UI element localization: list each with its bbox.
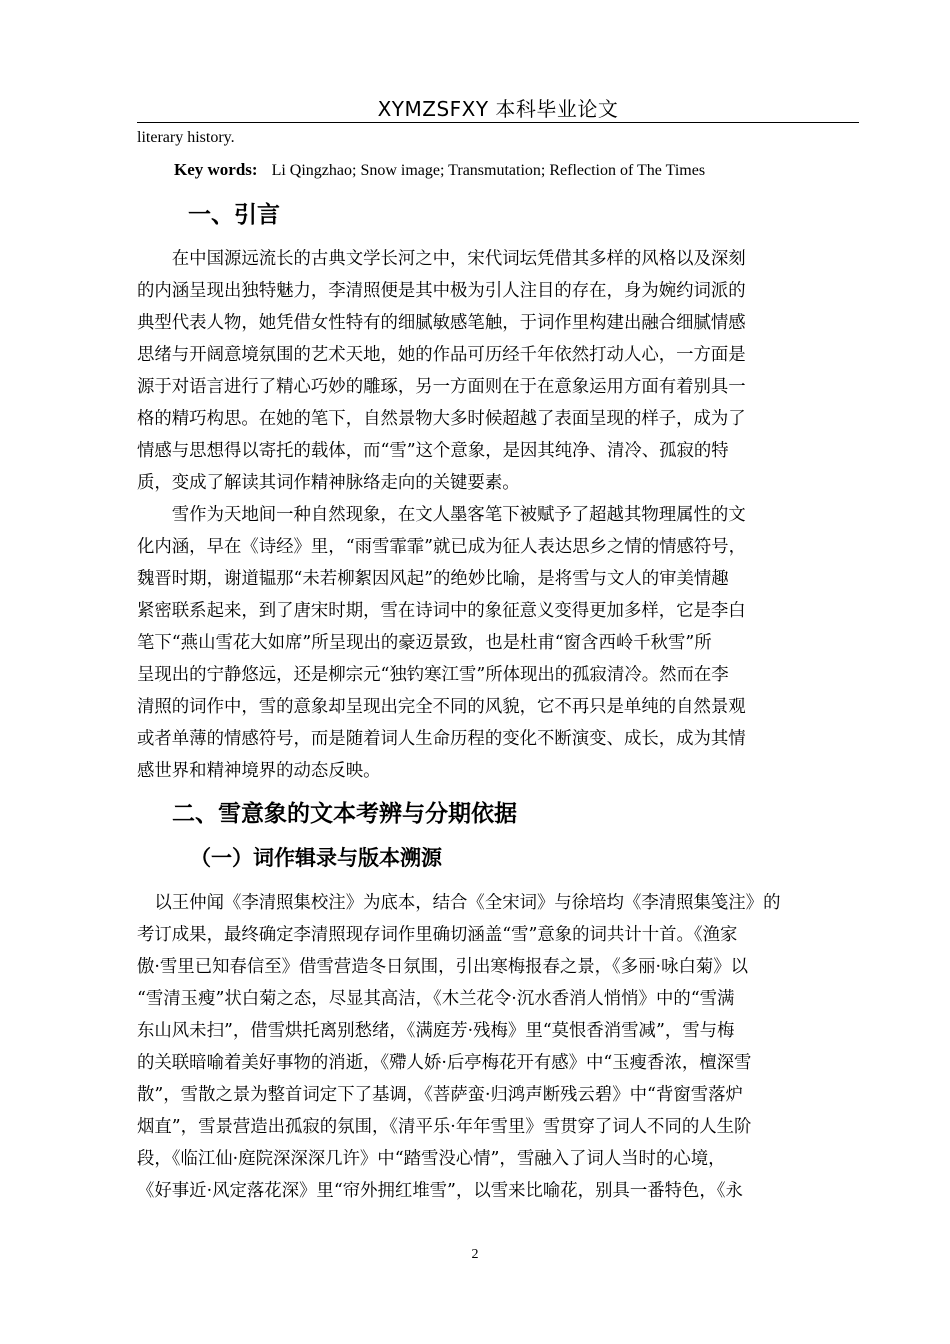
intro-heading: 一、引言 bbox=[188, 202, 280, 228]
paragraph-line: 情感与思想得以寄托的载体，而“雪”这个意象，是因其纯净、清冷、孤寂的特 bbox=[137, 441, 729, 461]
paragraph-line: 烟直”，雪景营造出孤寂的氛围，《清平乐·年年雪里》雪贯穿了词人不同的人生阶 bbox=[137, 1117, 752, 1137]
paragraph-line: 格的精巧构思。在她的笔下，自然景物大多时候超越了表面呈现的样子，成为了 bbox=[137, 409, 746, 429]
paragraph-line: 考订成果，最终确定李清照现存词作里确切涵盖“雪”意象的词共计十首。《渔家 bbox=[137, 925, 738, 945]
section-2-subheading: （一）词作辑录与版本溯源 bbox=[190, 846, 442, 870]
paragraph-line: 笔下“燕山雪花大如席”所呈现出的豪迈景致，也是杜甫“窗含西岭千秋雪”所 bbox=[137, 633, 712, 653]
paragraph-line: 感世界和精神境界的动态反映。 bbox=[137, 761, 381, 781]
paragraph-line: 典型代表人物，她凭借女性特有的细腻敏感笔触，于词作里构建出融合细腻情感 bbox=[137, 313, 746, 333]
keywords-line bbox=[174, 160, 705, 181]
paragraph-line: 清照的词作中，雪的意象却呈现出完全不同的风貌，它不再只是单纯的自然景观 bbox=[137, 697, 746, 717]
keywords-text: Li Qingzhao; Snow image; Transmutation; Reflection of The Times bbox=[271, 162, 706, 179]
section-2-heading: 二、雪意象的文本考辨与分期依据 bbox=[172, 801, 517, 827]
paragraph-line: 傲·雪里已知春信至》借雪营造冬日氛围，引出寒梅报春之景，《多丽·咏白菊》以 bbox=[137, 957, 749, 977]
paragraph-line: 的关联暗喻着美好事物的消逝，《殢人娇·后亭梅花开有感》中“玉瘦香浓，檀深雪 bbox=[137, 1053, 752, 1073]
paragraph-line: 《好事近·风定落花深》里“帘外拥红堆雪”，以雪来比喻花，别具一番特色，《永 bbox=[137, 1181, 743, 1201]
paragraph-line: 呈现出的宁静悠远，还是柳宗元“独钓寒江雪”所体现出的孤寂清冷。然而在李 bbox=[137, 665, 729, 685]
paragraph-line: 雪作为天地间一种自然现象，在文人墨客笔下被赋予了超越其物理属性的文 bbox=[137, 505, 746, 525]
paragraph-line: 或者单薄的情感符号，而是随着词人生命历程的变化不断演变、成长，成为其情 bbox=[137, 729, 746, 749]
abstract-tail: literary history. bbox=[137, 129, 235, 146]
paragraph-line: 东山风未扫”，借雪烘托离别愁绪，《满庭芳·残梅》里“莫恨香消雪减”，雪与梅 bbox=[137, 1021, 735, 1041]
intro-paragraph-2 bbox=[137, 499, 746, 787]
section-2-paragraph-1 bbox=[137, 887, 780, 1207]
intro-paragraph-1 bbox=[137, 243, 746, 499]
paragraph-line: 的内涵呈现出独特魅力，李清照便是其中极为引人注目的存在，身为婉约词派的 bbox=[137, 281, 746, 301]
paragraph-line: 段，《临江仙·庭院深深深几许》中“踏雪没心情”，雪融入了词人当时的心境， bbox=[137, 1149, 726, 1169]
paragraph-line: 源于对语言进行了精心巧妙的雕琢，另一方面则在于在意象运用方面有着别具一 bbox=[137, 377, 746, 397]
paragraph-line: 化内涵，早在《诗经》里，“雨雪霏霏”就已成为征人表达思乡之情的情感符号， bbox=[137, 537, 747, 557]
paragraph-line: 以王仲闻《李清照集校注》为底本，结合《全宋词》与徐培均《李清照集笺注》的 bbox=[137, 893, 781, 913]
paragraph-line: 思绪与开阔意境氛围的艺术天地，她的作品可历经千年依然打动人心，一方面是 bbox=[137, 345, 746, 365]
paragraph-line: “雪清玉瘦”状白菊之态，尽显其高洁，《木兰花令·沉水香消人悄悄》中的“雪满 bbox=[137, 989, 735, 1009]
page-number: 2 bbox=[471, 1247, 479, 1262]
paragraph-line: 魏晋时期，谢道韫那“未若柳絮因风起”的绝妙比喻，是将雪与文人的审美情趣 bbox=[137, 569, 729, 589]
header-title: XYMZSFXY 本科毕业论文 bbox=[377, 97, 619, 121]
paragraph-line: 散”，雪散之景为整首词定下了基调，《菩萨蛮·归鸿声断残云碧》中“背窗雪落炉 bbox=[137, 1085, 743, 1105]
header-rule bbox=[137, 122, 859, 123]
keywords-label: Key words: bbox=[174, 160, 258, 179]
paragraph-line: 质，变成了解读其词作精神脉络走向的关键要素。 bbox=[137, 473, 520, 493]
paragraph-line: 在中国源远流长的古典文学长河之中，宋代词坛凭借其多样的风格以及深刻 bbox=[137, 249, 746, 269]
paragraph-line: 紧密联系起来，到了唐宋时期，雪在诗词中的象征意义变得更加多样，它是李白 bbox=[137, 601, 746, 621]
